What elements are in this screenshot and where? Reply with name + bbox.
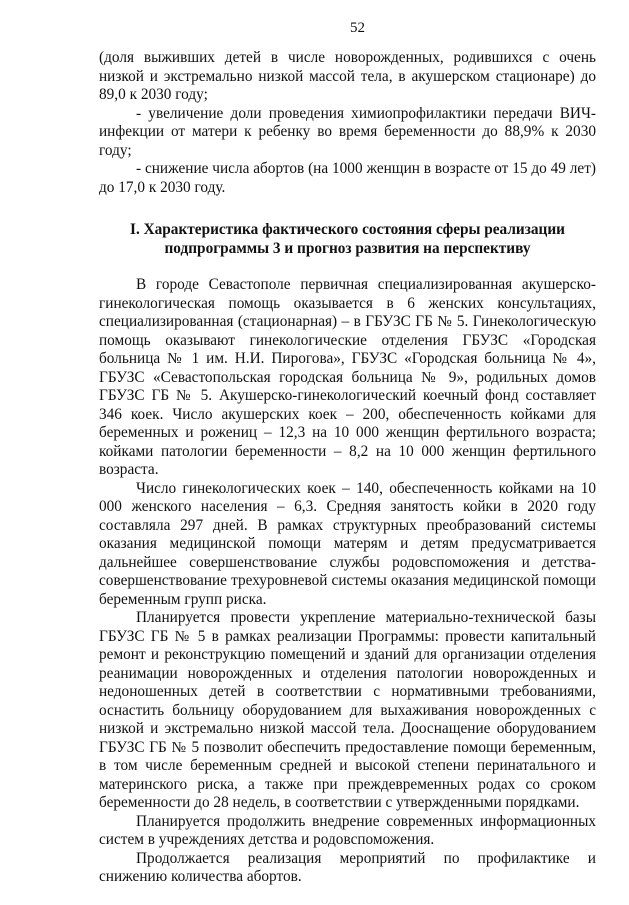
paragraph-primary-care: В городе Севастополе первичная специализированная акушерско-гинекологическая помощь оказывается в 6 женских консультациях, специализированная (стационарная) – в ГБУЗС ГБ № 5. Гинекологическую помощь оказывают гинекологические отделения ГБУЗС «Городская больница № 1 им. Н.И. Пирогова», ГБУЗС «Городская больница № 4», ГБУЗС «Севастопольская городская больница № 9», родильных домов ГБУЗС ГБ № 5. Акушерско-гинекологический коечный фонд составляет 346 коек. Число акушерских коек – 200, обеспеченность койками для беременных и рожениц – 12,3 на 10 000 женщин фертильного возраста; койками патологии беременности – 8,2 на 10 000 женщин фертильного возраста. [99, 276, 596, 478]
section-heading [99, 221, 596, 258]
paragraph-infrastructure-plan: Планируется провести укрепление материально-технической базы ГБУЗС ГБ № 5 в рамках реализации Программы: провести капитальный ремонт и реконструкцию помещений и зданий для организации отделения реанимации новорожденных и отделения патологии новорожденных и недоношенных детей в соответствии с нормативными требованиями, оснастить больницу оборудованием для выхаживания новорожденных с низкой и экстремально низкой массой тела. Дооснащение оборудованием ГБУЗС ГБ № 5 позволит обеспечить предоставление помощи беременным, в том числе беременным средней и высокой степени перинатального и материнского риска, а также при преждевременных родах со сроком беременности до 28 недель, в соответствии с утвержденными порядками. [99, 609, 596, 811]
bullet-hiv-prophylaxis: - увеличение доли проведения химиопрофилактики передачи ВИЧ-инфекции от матери к ребенку во время беременности до 88,9% к 2030 году; [99, 104, 596, 159]
paragraph-information-systems: Планируется продолжить внедрение современных информационных систем в учреждениях детства и родовспоможения. [99, 812, 596, 848]
section-heading-line1: I. Характеристика фактического состояния сферы реализации [130, 221, 565, 238]
paragraph-abortion-prevention: Продолжается реализация мероприятий по профилактике и снижению количества абортов. [99, 849, 596, 885]
bullet-abortion-reduction: - снижение числа абортов (на 1000 женщин в возрасте от 15 до 49 лет) до 17,0 к 2030 году. [99, 160, 596, 196]
section-heading-line2: подпрограммы 3 и прогноз развития на перспективу [164, 239, 531, 257]
page-number: 52 [350, 20, 365, 36]
intro-block [99, 49, 596, 197]
intro-continuation: (доля выживших детей в числе новорожденных, родившихся с очень низкой и экстремально низкой массой тела, в акушерском стационаре) до 89,0 к 2030 году; [99, 49, 596, 103]
paragraph-gynecological-beds: Число гинекологических коек – 140, обеспеченность койками на 10 000 женского населения – 6,3. Средняя занятость койки в 2020 году составляла 297 дней. В рамках структурных преобразований системы оказания медицинской помощи матерям и детям предусматривается дальнейшее совершенствование службы родовспоможения и детства-совершенствование трехуровневой системы оказания медицинской помощи беременным групп риска. [99, 479, 596, 608]
section-body [99, 276, 596, 887]
